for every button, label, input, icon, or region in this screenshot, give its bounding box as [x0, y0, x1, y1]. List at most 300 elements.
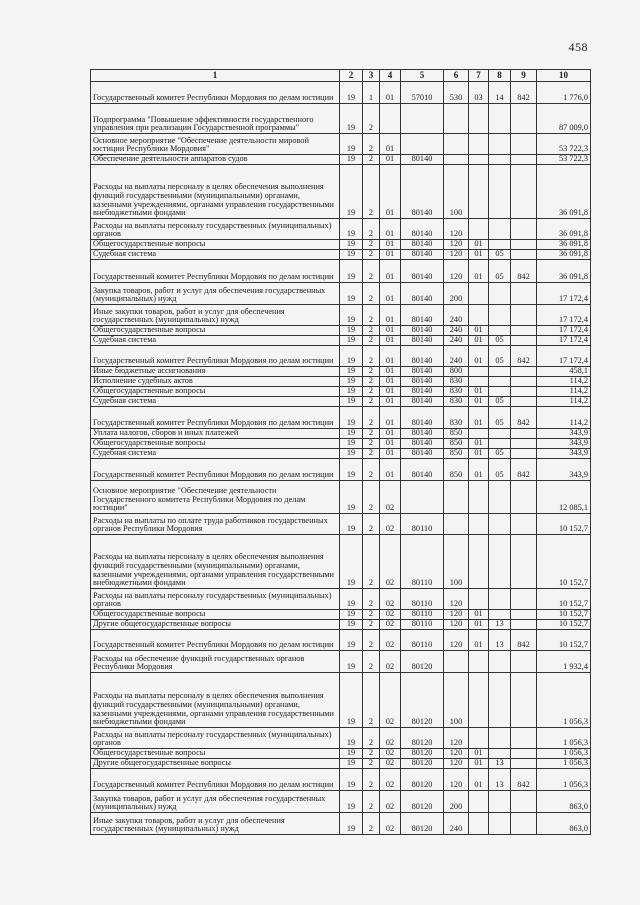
row-code-c3: 2	[363, 165, 380, 219]
row-code-c3: 2	[363, 134, 380, 155]
row-amount: 36 091,8	[537, 260, 591, 283]
row-code-c7	[469, 728, 489, 749]
row-name: Судебная система	[91, 449, 340, 459]
row-code-c4: 01	[380, 82, 401, 104]
row-code-c6: 120	[444, 769, 469, 791]
row-code-c3: 2	[363, 439, 380, 449]
row-code-c5: 80140	[401, 429, 444, 439]
row-code-c6: 120	[444, 630, 469, 651]
row-code-c3: 2	[363, 630, 380, 651]
row-code-c7	[469, 155, 489, 165]
row-code-c8	[489, 673, 511, 728]
row-name: Другие общегосударственные вопросы	[91, 620, 340, 630]
row-code-c7	[469, 134, 489, 155]
row-amount: 863,0	[537, 813, 591, 835]
row-code-c8: 13	[489, 630, 511, 651]
row-code-c2: 19	[340, 449, 363, 459]
row-code-c3: 2	[363, 481, 380, 514]
row-code-c7	[469, 429, 489, 439]
row-code-c5: 80120	[401, 813, 444, 835]
table-row	[91, 439, 591, 449]
row-code-c9	[511, 377, 537, 387]
table-row	[91, 367, 591, 377]
row-amount: 87 009,0	[537, 104, 591, 134]
row-code-c2: 19	[340, 397, 363, 407]
row-amount: 10 152,7	[537, 620, 591, 630]
row-code-c3: 2	[363, 240, 380, 250]
table-row	[91, 346, 591, 367]
row-code-c2: 19	[340, 155, 363, 165]
column-header-10: 10	[537, 70, 591, 82]
row-code-c4: 01	[380, 377, 401, 387]
row-name: Закупка товаров, работ и услуг для обеспечения государственных (муниципальных) нужд	[91, 791, 340, 813]
row-code-c8	[489, 439, 511, 449]
row-code-c9	[511, 759, 537, 769]
row-code-c9	[511, 514, 537, 535]
row-code-c4: 01	[380, 397, 401, 407]
row-code-c9: 842	[511, 260, 537, 283]
row-code-c9: 842	[511, 630, 537, 651]
row-code-c7	[469, 283, 489, 305]
row-code-c9	[511, 651, 537, 673]
table-row	[91, 326, 591, 336]
row-code-c7: 01	[469, 439, 489, 449]
row-code-c7: 01	[469, 346, 489, 367]
row-code-c4: 01	[380, 283, 401, 305]
row-code-c2: 19	[340, 514, 363, 535]
row-name: Государственный комитет Республики Мордовия по делам юстиции	[91, 630, 340, 651]
row-code-c2: 19	[340, 165, 363, 219]
row-code-c3: 2	[363, 283, 380, 305]
row-code-c2: 19	[340, 250, 363, 260]
row-code-c7: 01	[469, 759, 489, 769]
row-amount: 343,9	[537, 439, 591, 449]
row-code-c4: 02	[380, 673, 401, 728]
row-code-c5: 80120	[401, 769, 444, 791]
row-name: Расходы на обеспечение функций государственных органов Республики Мордовия	[91, 651, 340, 673]
row-code-c2: 19	[340, 759, 363, 769]
row-code-c3: 2	[363, 791, 380, 813]
row-code-c8: 05	[489, 250, 511, 260]
row-code-c2: 19	[340, 336, 363, 346]
table-row	[91, 82, 591, 104]
row-code-c4: 01	[380, 387, 401, 397]
table-row	[91, 387, 591, 397]
row-amount: 10 152,7	[537, 514, 591, 535]
row-code-c6: 120	[444, 749, 469, 759]
row-code-c3: 2	[363, 813, 380, 835]
row-amount: 1 056,3	[537, 749, 591, 759]
row-code-c8	[489, 305, 511, 326]
row-code-c7: 01	[469, 620, 489, 630]
row-code-c9	[511, 728, 537, 749]
row-code-c9: 842	[511, 459, 537, 481]
row-code-c9: 842	[511, 82, 537, 104]
row-code-c3: 2	[363, 514, 380, 535]
row-code-c8	[489, 326, 511, 336]
row-code-c7	[469, 673, 489, 728]
row-code-c5: 80110	[401, 630, 444, 651]
row-code-c3: 2	[363, 589, 380, 610]
row-name: Расходы на выплаты персоналу в целях обеспечения выполнения функций государственными (муниципальными) органами, казенными учреждениями, органами управления государственными внебюджетными фондами	[91, 165, 340, 219]
row-code-c9	[511, 535, 537, 589]
row-code-c4: 01	[380, 219, 401, 240]
row-name: Расходы на выплаты по оплате труда работников государственных органов Республики Мордовия	[91, 514, 340, 535]
table-row	[91, 589, 591, 610]
row-code-c3: 2	[363, 305, 380, 326]
row-code-c3: 2	[363, 728, 380, 749]
row-code-c8: 13	[489, 769, 511, 791]
row-code-c9	[511, 439, 537, 449]
row-code-c2: 19	[340, 535, 363, 589]
row-code-c5: 80140	[401, 155, 444, 165]
row-code-c4: 02	[380, 749, 401, 759]
row-code-c6	[444, 651, 469, 673]
row-code-c9	[511, 165, 537, 219]
row-code-c6: 240	[444, 346, 469, 367]
row-code-c9	[511, 305, 537, 326]
row-code-c6: 100	[444, 535, 469, 589]
row-amount: 17 172,4	[537, 283, 591, 305]
row-code-c9	[511, 749, 537, 759]
row-code-c6	[444, 514, 469, 535]
row-code-c5: 80140	[401, 260, 444, 283]
table-row	[91, 728, 591, 749]
row-code-c6: 120	[444, 728, 469, 749]
row-amount: 36 091,8	[537, 240, 591, 250]
row-code-c4: 01	[380, 155, 401, 165]
row-code-c2: 19	[340, 134, 363, 155]
row-code-c7	[469, 813, 489, 835]
row-code-c3: 2	[363, 326, 380, 336]
row-code-c9	[511, 397, 537, 407]
row-code-c6: 120	[444, 240, 469, 250]
row-code-c5: 80140	[401, 439, 444, 449]
row-code-c7: 01	[469, 387, 489, 397]
row-name: Иные бюджетные ассигнования	[91, 367, 340, 377]
row-code-c5: 80110	[401, 535, 444, 589]
column-header-5: 5	[401, 70, 444, 82]
row-amount: 458,1	[537, 367, 591, 377]
column-header-1: 1	[91, 70, 340, 82]
row-name: Государственный комитет Республики Мордовия по делам юстиции	[91, 407, 340, 429]
row-amount: 114,2	[537, 397, 591, 407]
row-code-c4	[380, 104, 401, 134]
row-amount: 343,9	[537, 429, 591, 439]
row-code-c4: 01	[380, 165, 401, 219]
table-row	[91, 134, 591, 155]
row-code-c6: 120	[444, 260, 469, 283]
row-code-c9	[511, 610, 537, 620]
row-code-c6	[444, 155, 469, 165]
row-code-c9	[511, 387, 537, 397]
row-code-c7: 01	[469, 397, 489, 407]
column-header-8: 8	[489, 70, 511, 82]
row-code-c6: 120	[444, 250, 469, 260]
row-code-c8: 05	[489, 459, 511, 481]
row-code-c7: 01	[469, 769, 489, 791]
table-row	[91, 240, 591, 250]
row-amount: 36 091,8	[537, 219, 591, 240]
row-code-c8	[489, 283, 511, 305]
table-body	[91, 82, 591, 835]
row-code-c2: 19	[340, 769, 363, 791]
row-code-c2: 19	[340, 283, 363, 305]
row-code-c4: 01	[380, 240, 401, 250]
row-code-c2: 19	[340, 749, 363, 759]
row-code-c9: 842	[511, 769, 537, 791]
row-code-c3: 2	[363, 377, 380, 387]
row-name: Иные закупки товаров, работ и услуг для обеспечения государственных (муниципальных) нужд	[91, 305, 340, 326]
table-row	[91, 481, 591, 514]
row-code-c7	[469, 377, 489, 387]
row-code-c8	[489, 749, 511, 759]
row-code-c4: 02	[380, 514, 401, 535]
row-code-c3: 2	[363, 336, 380, 346]
row-code-c8	[489, 219, 511, 240]
row-code-c9: 842	[511, 346, 537, 367]
row-code-c2: 19	[340, 459, 363, 481]
row-code-c8	[489, 610, 511, 620]
row-code-c2: 19	[340, 326, 363, 336]
row-amount: 1 056,3	[537, 673, 591, 728]
row-code-c6: 200	[444, 283, 469, 305]
row-code-c6: 240	[444, 813, 469, 835]
row-code-c6: 120	[444, 589, 469, 610]
row-amount: 10 152,7	[537, 589, 591, 610]
row-amount: 863,0	[537, 791, 591, 813]
row-code-c8	[489, 514, 511, 535]
row-code-c8	[489, 589, 511, 610]
row-code-c9	[511, 589, 537, 610]
row-code-c3: 2	[363, 769, 380, 791]
row-code-c7	[469, 535, 489, 589]
row-amount: 53 722,3	[537, 134, 591, 155]
column-header-7: 7	[469, 70, 489, 82]
row-name: Другие общегосударственные вопросы	[91, 759, 340, 769]
row-code-c5: 80120	[401, 651, 444, 673]
page-number: 458	[568, 40, 588, 54]
row-name: Обеспечение деятельности аппаратов судов	[91, 155, 340, 165]
row-code-c7: 01	[469, 326, 489, 336]
row-code-c5	[401, 104, 444, 134]
row-code-c6: 830	[444, 397, 469, 407]
row-code-c3: 2	[363, 459, 380, 481]
row-name: Уплата налогов, сборов и иных платежей	[91, 429, 340, 439]
table-row	[91, 535, 591, 589]
row-code-c7: 01	[469, 449, 489, 459]
row-code-c3: 2	[363, 367, 380, 377]
table-header	[91, 70, 591, 82]
row-code-c3: 2	[363, 673, 380, 728]
row-code-c4: 01	[380, 305, 401, 326]
row-code-c4: 01	[380, 449, 401, 459]
row-name: Исполнение судебных актов	[91, 377, 340, 387]
row-amount: 1 056,3	[537, 728, 591, 749]
row-code-c5	[401, 134, 444, 155]
row-code-c3: 2	[363, 346, 380, 367]
row-code-c7	[469, 514, 489, 535]
row-code-c5: 80120	[401, 759, 444, 769]
column-header-6: 6	[444, 70, 469, 82]
row-code-c2: 19	[340, 439, 363, 449]
row-code-c4: 02	[380, 589, 401, 610]
row-code-c5: 80140	[401, 459, 444, 481]
row-code-c8	[489, 104, 511, 134]
row-code-c6: 120	[444, 219, 469, 240]
row-code-c3: 2	[363, 535, 380, 589]
row-code-c4: 01	[380, 407, 401, 429]
row-code-c3: 2	[363, 219, 380, 240]
row-code-c5: 80140	[401, 407, 444, 429]
row-code-c6	[444, 104, 469, 134]
row-code-c9	[511, 367, 537, 377]
row-code-c9	[511, 429, 537, 439]
row-code-c8	[489, 377, 511, 387]
table-row	[91, 155, 591, 165]
table-row	[91, 377, 591, 387]
row-code-c3: 2	[363, 651, 380, 673]
row-amount: 17 172,4	[537, 336, 591, 346]
row-code-c7: 03	[469, 82, 489, 104]
row-name: Государственный комитет Республики Мордовия по делам юстиции	[91, 459, 340, 481]
row-code-c5	[401, 481, 444, 514]
row-amount: 17 172,4	[537, 326, 591, 336]
row-code-c9	[511, 336, 537, 346]
row-code-c6: 240	[444, 326, 469, 336]
row-code-c4: 02	[380, 651, 401, 673]
row-code-c6: 530	[444, 82, 469, 104]
row-code-c9	[511, 813, 537, 835]
row-code-c4: 02	[380, 759, 401, 769]
row-code-c7: 01	[469, 459, 489, 481]
column-header-3: 3	[363, 70, 380, 82]
row-code-c8: 05	[489, 346, 511, 367]
row-amount: 10 152,7	[537, 610, 591, 620]
row-code-c9	[511, 449, 537, 459]
row-code-c3: 2	[363, 449, 380, 459]
row-amount: 12 085,1	[537, 481, 591, 514]
row-name: Государственный комитет Республики Мордовия по делам юстиции	[91, 260, 340, 283]
row-code-c2: 19	[340, 620, 363, 630]
row-code-c8	[489, 813, 511, 835]
row-code-c8	[489, 791, 511, 813]
row-code-c8	[489, 367, 511, 377]
row-amount: 1 776,0	[537, 82, 591, 104]
row-code-c7	[469, 589, 489, 610]
table-row	[91, 407, 591, 429]
row-code-c5: 80140	[401, 346, 444, 367]
row-code-c6: 120	[444, 620, 469, 630]
row-code-c3: 2	[363, 610, 380, 620]
row-code-c2: 19	[340, 407, 363, 429]
row-code-c4: 01	[380, 250, 401, 260]
row-code-c7: 01	[469, 407, 489, 429]
row-code-c3: 2	[363, 397, 380, 407]
row-code-c6: 830	[444, 407, 469, 429]
row-code-c9	[511, 481, 537, 514]
row-code-c8	[489, 651, 511, 673]
row-amount: 17 172,4	[537, 346, 591, 367]
row-code-c6: 240	[444, 305, 469, 326]
row-amount: 10 152,7	[537, 630, 591, 651]
row-amount: 17 172,4	[537, 305, 591, 326]
header-row	[91, 70, 591, 82]
row-code-c8: 05	[489, 336, 511, 346]
row-code-c5: 80140	[401, 305, 444, 326]
row-code-c5: 80140	[401, 387, 444, 397]
row-name: Государственный комитет Республики Мордовия по делам юстиции	[91, 346, 340, 367]
row-name: Закупка товаров, работ и услуг для обеспечения государственных (муниципальных) нужд	[91, 283, 340, 305]
table-row	[91, 610, 591, 620]
row-code-c5: 80120	[401, 791, 444, 813]
row-code-c3: 1	[363, 82, 380, 104]
table-row	[91, 104, 591, 134]
row-name: Основное мероприятие "Обеспечение деятельности мировой юстиции Республики Мордовия"	[91, 134, 340, 155]
row-code-c6: 800	[444, 367, 469, 377]
row-code-c8: 05	[489, 260, 511, 283]
row-name: Государственный комитет Республики Мордовия по делам юстиции	[91, 82, 340, 104]
row-code-c4: 02	[380, 610, 401, 620]
row-code-c3: 2	[363, 407, 380, 429]
row-code-c5: 57010	[401, 82, 444, 104]
row-code-c4: 02	[380, 535, 401, 589]
table-row	[91, 769, 591, 791]
row-code-c2: 19	[340, 104, 363, 134]
row-code-c2: 19	[340, 673, 363, 728]
row-code-c9	[511, 283, 537, 305]
row-name: Общегосударственные вопросы	[91, 326, 340, 336]
row-code-c3: 2	[363, 620, 380, 630]
row-name: Государственный комитет Республики Мордовия по делам юстиции	[91, 769, 340, 791]
row-code-c4: 01	[380, 459, 401, 481]
table-row	[91, 630, 591, 651]
row-name: Судебная система	[91, 336, 340, 346]
row-code-c5: 80140	[401, 367, 444, 377]
row-code-c2: 19	[340, 651, 363, 673]
row-code-c8: 13	[489, 620, 511, 630]
row-code-c7: 01	[469, 336, 489, 346]
row-code-c3: 2	[363, 749, 380, 759]
row-code-c8	[489, 535, 511, 589]
row-code-c5: 80120	[401, 728, 444, 749]
row-amount: 10 152,7	[537, 535, 591, 589]
row-code-c5: 80140	[401, 377, 444, 387]
row-code-c5: 80140	[401, 250, 444, 260]
row-code-c6: 100	[444, 673, 469, 728]
row-code-c6	[444, 134, 469, 155]
row-code-c7: 01	[469, 250, 489, 260]
row-code-c9	[511, 791, 537, 813]
row-code-c2: 19	[340, 240, 363, 250]
row-code-c9	[511, 240, 537, 250]
row-name: Общегосударственные вопросы	[91, 749, 340, 759]
row-code-c7	[469, 165, 489, 219]
row-amount: 36 091,8	[537, 165, 591, 219]
table-row	[91, 219, 591, 240]
row-code-c2: 19	[340, 429, 363, 439]
column-header-4: 4	[380, 70, 401, 82]
row-code-c6: 850	[444, 439, 469, 449]
table-row	[91, 397, 591, 407]
row-code-c8: 14	[489, 82, 511, 104]
row-code-c3: 2	[363, 387, 380, 397]
row-code-c5: 80140	[401, 219, 444, 240]
row-code-c8	[489, 240, 511, 250]
row-code-c2: 19	[340, 630, 363, 651]
row-code-c2: 19	[340, 377, 363, 387]
row-code-c6: 830	[444, 377, 469, 387]
